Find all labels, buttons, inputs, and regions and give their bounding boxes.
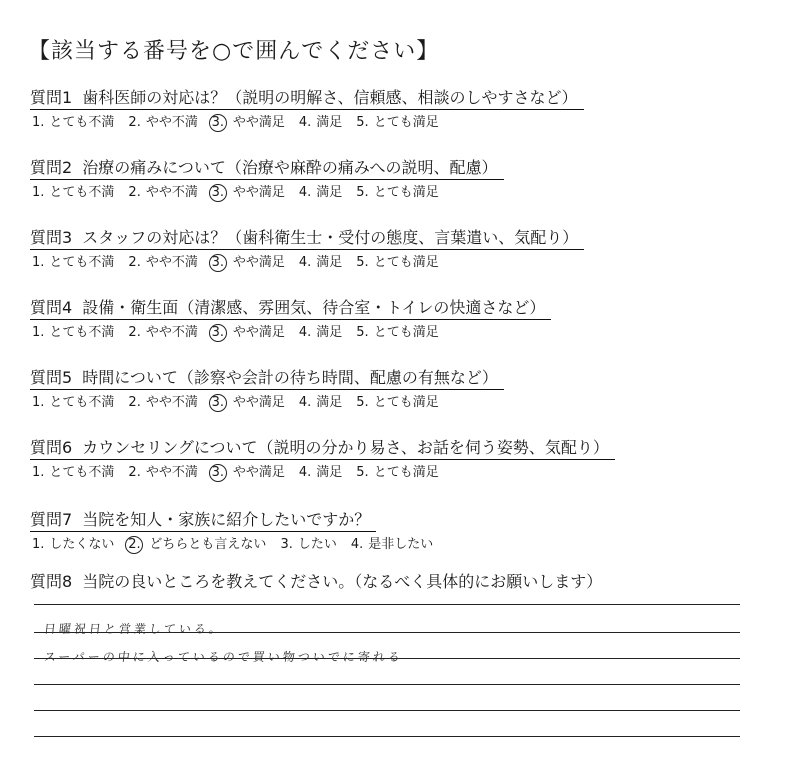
question-title	[30, 368, 504, 390]
option-number: 1.	[32, 115, 45, 130]
answer-option[interactable]	[351, 536, 433, 554]
option-label: やや満足	[232, 115, 285, 130]
option-label: やや満足	[232, 395, 285, 410]
option-label: 満足	[316, 185, 343, 200]
question-text: 当院の良いところを教えてください。（なるべく具体的にお願いします）	[82, 572, 603, 591]
question-text: 時間について（診察や会計の待ち時間、配慮の有無など）	[82, 368, 498, 387]
handwritten-answer: 日曜祝日と営業している。	[43, 622, 225, 636]
question-title	[30, 158, 504, 180]
answer-option-selected[interactable]	[212, 114, 285, 132]
answer-option[interactable]	[128, 394, 197, 412]
option-label: とても不満	[49, 115, 115, 130]
option-label: やや不満	[145, 465, 198, 480]
answer-option[interactable]	[128, 184, 197, 202]
option-label: とても満足	[373, 185, 439, 200]
option-label: 満足	[316, 395, 343, 410]
question-number: 質問1	[30, 88, 73, 107]
answer-option[interactable]	[356, 464, 438, 482]
option-number: 1.	[32, 255, 45, 270]
option-number: 5.	[356, 115, 369, 130]
option-number: 4.	[298, 255, 312, 270]
answer-option-selected[interactable]	[212, 464, 285, 482]
question-6	[30, 438, 710, 482]
option-number: 3.	[209, 114, 227, 132]
option-number: 1.	[32, 537, 45, 552]
option-label: したい	[297, 537, 337, 552]
answer-option[interactable]	[32, 114, 114, 132]
option-number: 3.	[209, 254, 227, 272]
option-label: とても不満	[49, 395, 115, 410]
option-label: やや不満	[145, 325, 198, 340]
option-number: 3.	[209, 324, 227, 342]
question-text: カウンセリングについて（説明の分かり易さ、お話を伺う姿勢、気配り）	[82, 438, 609, 457]
option-label: 満足	[316, 465, 343, 480]
question-1	[30, 88, 710, 132]
answer-line	[34, 604, 740, 605]
question-number: 質問8	[30, 572, 73, 591]
option-number: 2.	[128, 465, 141, 480]
option-label: とても満足	[373, 325, 439, 340]
question-text: 歯科医師の対応は？（説明の明解さ、信頼感、相談のしやすさなど）	[82, 88, 578, 107]
question-text: 設備・衛生面（清潔感、雰囲気、待合室・トイレの快適さなど）	[82, 298, 546, 317]
answer-options	[30, 324, 710, 342]
question-number: 質問2	[30, 158, 73, 177]
option-number: 5.	[356, 465, 369, 480]
option-label: 満足	[316, 115, 343, 130]
answer-option[interactable]	[299, 394, 342, 412]
option-number: 5.	[356, 395, 369, 410]
option-label: やや満足	[232, 465, 285, 480]
option-label: とても満足	[373, 115, 439, 130]
question-text: 当院を知人・家族に紹介したいですか？	[82, 510, 371, 529]
option-number: 3.	[280, 537, 293, 552]
question-2	[30, 158, 710, 202]
answer-option[interactable]	[356, 394, 438, 412]
option-label: とても不満	[49, 255, 115, 270]
option-number: 5.	[356, 255, 369, 270]
option-number: 4.	[298, 115, 312, 130]
answer-option[interactable]	[280, 536, 336, 554]
option-label: やや不満	[145, 185, 198, 200]
option-label: どちらとも言えない	[149, 537, 267, 552]
question-8	[30, 572, 750, 593]
answer-option[interactable]	[32, 536, 114, 554]
question-number: 質問3	[30, 228, 73, 247]
answer-option[interactable]	[299, 184, 342, 202]
question-title	[30, 298, 551, 320]
answer-option[interactable]	[356, 184, 438, 202]
option-number: 2.	[128, 395, 141, 410]
answer-line	[34, 710, 740, 711]
option-number: 1.	[32, 185, 45, 200]
question-title	[30, 510, 376, 532]
question-7	[30, 510, 710, 554]
option-number: 1.	[32, 465, 45, 480]
option-number: 2.	[128, 325, 141, 340]
option-label: 満足	[316, 255, 343, 270]
answer-option[interactable]	[128, 324, 197, 342]
option-number: 4.	[298, 185, 312, 200]
answer-options	[30, 114, 710, 132]
question-title	[30, 228, 584, 250]
question-number: 質問5	[30, 368, 73, 387]
option-label: とても不満	[49, 185, 115, 200]
answer-option[interactable]	[128, 114, 197, 132]
option-number: 3.	[209, 184, 227, 202]
question-3	[30, 228, 710, 272]
answer-options	[30, 536, 710, 554]
option-number: 4.	[298, 325, 312, 340]
question-4	[30, 298, 710, 342]
answer-line	[34, 684, 740, 685]
option-number: 2.	[128, 185, 141, 200]
option-label: やや不満	[145, 255, 198, 270]
option-number: 4.	[298, 395, 312, 410]
question-text: スタッフの対応は？（歯科衛生士・受付の態度、言葉遣い、気配り）	[82, 228, 579, 247]
question-text: 治療の痛みについて（治療や麻酔の痛みへの説明、配慮）	[82, 158, 498, 177]
option-number: 3.	[209, 394, 227, 412]
answer-option[interactable]	[32, 464, 114, 482]
answer-option[interactable]	[32, 254, 114, 272]
page-title: 【該当する番号を○で囲んでください】	[28, 39, 440, 64]
option-number: 1.	[32, 395, 45, 410]
option-label: とても満足	[373, 465, 439, 480]
answer-option[interactable]	[128, 254, 197, 272]
option-label: やや満足	[232, 255, 285, 270]
question-title	[30, 572, 608, 593]
answer-option[interactable]	[128, 464, 197, 482]
question-number: 質問7	[30, 510, 73, 529]
answer-options	[30, 464, 710, 482]
answer-option[interactable]	[32, 394, 114, 412]
answer-option-selected[interactable]	[212, 394, 285, 412]
option-number: 3.	[209, 464, 227, 482]
option-number: 2.	[125, 536, 143, 554]
answer-option[interactable]	[299, 464, 342, 482]
answer-options	[30, 184, 710, 202]
answer-option-selected[interactable]	[212, 324, 285, 342]
option-number: 4.	[350, 537, 364, 552]
answer-option[interactable]	[299, 254, 342, 272]
option-label: とても満足	[373, 255, 439, 270]
answer-option-selected[interactable]	[212, 184, 285, 202]
question-number: 質問4	[30, 298, 73, 317]
option-number: 1.	[32, 325, 45, 340]
option-label: したくない	[49, 537, 115, 552]
option-label: 是非したい	[368, 537, 434, 552]
answer-option[interactable]	[356, 254, 438, 272]
option-label: 満足	[316, 325, 343, 340]
answer-option[interactable]	[32, 184, 114, 202]
option-number: 5.	[356, 325, 369, 340]
answer-option-selected[interactable]	[128, 536, 266, 554]
option-label: やや満足	[232, 185, 285, 200]
answer-option[interactable]	[356, 114, 438, 132]
question-title	[30, 88, 584, 110]
option-number: 2.	[128, 255, 141, 270]
answer-option[interactable]	[299, 324, 342, 342]
option-label: とても不満	[49, 325, 115, 340]
option-number: 5.	[356, 185, 369, 200]
question-title	[30, 438, 615, 460]
answer-option[interactable]	[356, 324, 438, 342]
option-number: 2.	[128, 115, 141, 130]
answer-option[interactable]	[299, 114, 342, 132]
question-5	[30, 368, 710, 412]
handwritten-answer: スーパーの中に入っているので買い物ついでに寄れる	[43, 650, 404, 664]
answer-option-selected[interactable]	[212, 254, 285, 272]
answer-option[interactable]	[32, 324, 114, 342]
option-label: とても満足	[373, 395, 439, 410]
option-label: やや満足	[232, 325, 285, 340]
answer-options	[30, 394, 710, 412]
answer-options	[30, 254, 710, 272]
option-label: やや不満	[145, 395, 198, 410]
option-number: 4.	[298, 465, 312, 480]
answer-line	[34, 736, 740, 737]
option-label: とても不満	[49, 465, 115, 480]
option-label: やや不満	[145, 115, 198, 130]
question-number: 質問6	[30, 438, 73, 457]
